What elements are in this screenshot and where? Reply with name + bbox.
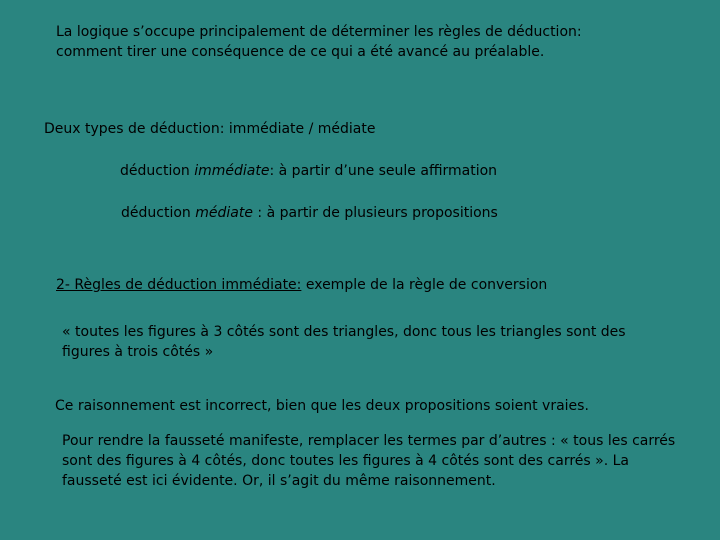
mediate-definition: : à partir de plusieurs propositions bbox=[252, 205, 498, 221]
deduction-types-heading: Deux types de déduction: immédiate / médiate bbox=[44, 121, 376, 137]
immediate-deduction-item bbox=[120, 161, 497, 181]
mediate-term: médiate bbox=[195, 205, 253, 221]
quote-line-1: « toutes les figures à 3 côtés sont des triangles, donc tous les triangles sont des bbox=[62, 324, 626, 340]
immediate-definition: : à partir d’une seule affirmation bbox=[269, 163, 498, 179]
falsity-line-3: fausseté est ici évidente. Or, il s’agit du même raisonnement. bbox=[62, 473, 496, 489]
falsity-explanation-paragraph bbox=[62, 431, 707, 491]
rules-heading-rest: exemple de la règle de conversion bbox=[301, 277, 548, 293]
intro-line-1: La logique s’occupe principalement de déterminer les règles de déduction: bbox=[56, 24, 582, 40]
intro-paragraph bbox=[56, 22, 676, 62]
incorrect-reasoning-statement: Ce raisonnement est incorrect, bien que les deux propositions soient vraies. bbox=[55, 398, 589, 414]
immediate-rules-heading bbox=[56, 275, 547, 295]
falsity-line-1: Pour rendre la fausseté manifeste, remplacer les termes par d’autres : « tous les carrés bbox=[62, 433, 676, 449]
intro-line-2: comment tirer une conséquence de ce qui a été avancé au préalable. bbox=[56, 44, 545, 60]
immediate-prefix: déduction bbox=[120, 163, 195, 179]
rules-heading-underlined: 2- Règles de déduction immédiate: bbox=[56, 277, 302, 293]
falsity-line-2: sont des figures à 4 côtés, donc toutes les figures à 4 côtés sont des carrés ». La bbox=[62, 453, 629, 469]
conversion-example-quote bbox=[62, 322, 682, 362]
quote-line-2: figures à trois côtés » bbox=[62, 344, 214, 360]
mediate-deduction-item bbox=[121, 203, 498, 223]
mediate-prefix: déduction bbox=[121, 205, 196, 221]
immediate-term: immédiate bbox=[194, 163, 270, 179]
